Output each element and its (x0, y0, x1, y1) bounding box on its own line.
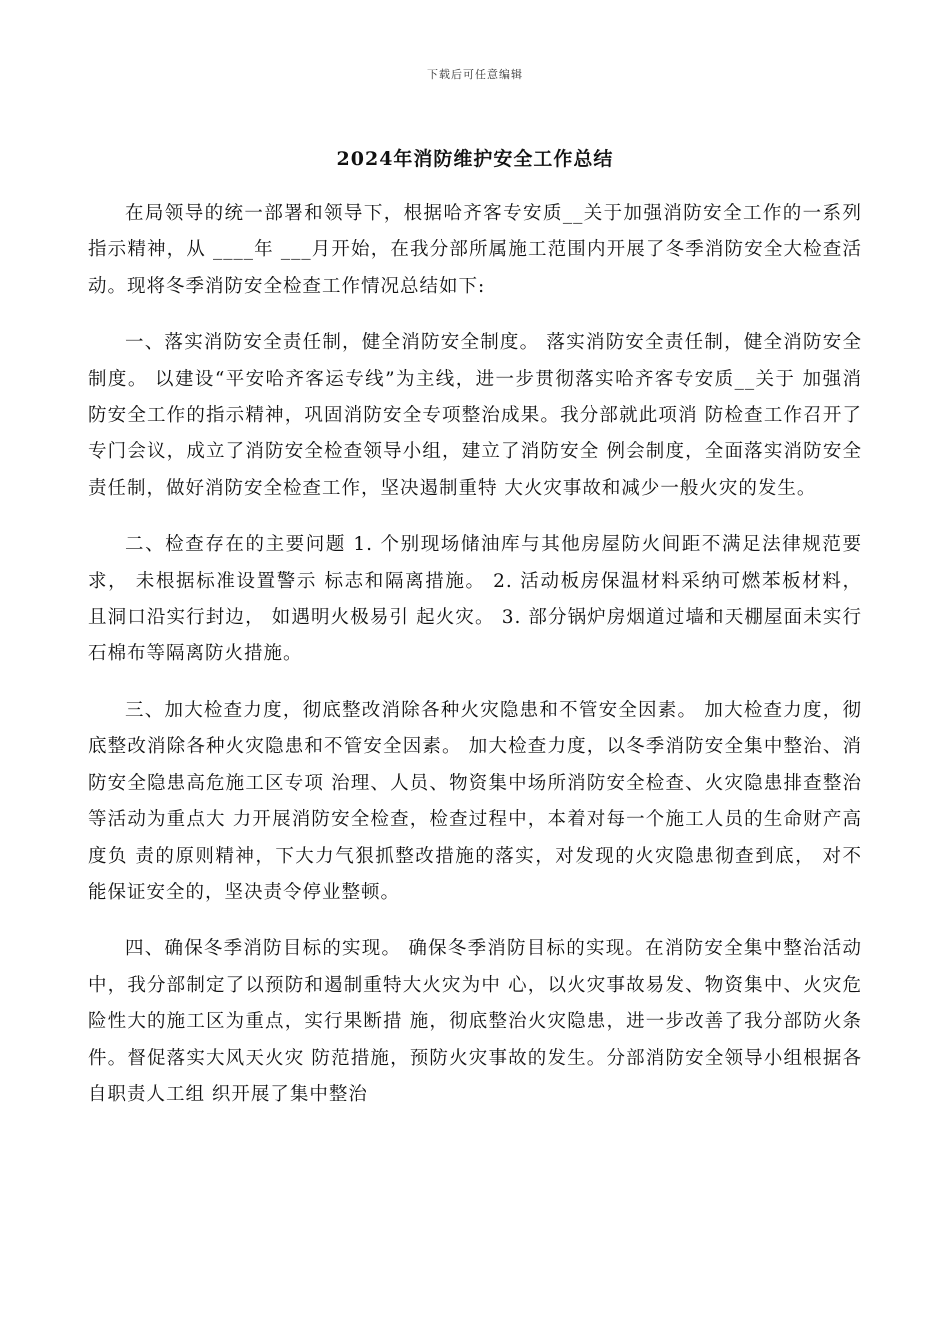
document-title: 2024年消防维护安全工作总结 (336, 148, 614, 170)
paragraph-section-4: 四、确保冬季消防目标的实现。 确保冬季消防目标的实现。在消防安全集中整治活动中，我分部制定了以预防和遏制重特大火灾为中 心，以火灾事故易发、物资集中、火灾危险性大的施工区为重点，实行果断措 施，彻底整治火灾隐患，进一步改善了我分部防火条件。督促落实大风天火灾 防范措施，预防火灾事故的发生。分部消防安全领导小组根据各自职责人工组 织开展了集中整治 (88, 938, 862, 1105)
paragraph-section-1: 一、落实消防安全责任制，健全消防安全制度。 落实消防安全责任制，健全消防安全制度。 以建设“平安哈齐客运专线”为主线，进一步贯彻落实哈齐客专安质__关于 加强消防安全工作的指示精神，巩固消防安全专项整治成果。我分部就此项消 防检查工作召开了专门会议，成立了消防安全检查领导小组，建立了消防安全 例会制度，全面落实消防安全责任制，做好消防安全检查工作，坚决遏制重特 大火灾事故和减少一般火灾的发生。 (88, 332, 862, 499)
document-body (88, 196, 862, 1133)
paragraph-intro: 在局领导的统一部署和领导下，根据哈齐客专安质__关于加强消防安全工作的一系列指示精神，从 ____年 ___月开始，在我分部所属施工范围内开展了冬季消防安全大检查活动。现将冬季消防安全检查工作情况总结如下: (88, 203, 862, 297)
header-note: 下载后可任意编辑 (427, 68, 523, 81)
paragraph-section-3: 三、加大检查力度，彻底整改消除各种火灾隐患和不管安全因素。 加大检查力度，彻底整改消除各种火灾隐患和不管安全因素。 加大检查力度，以冬季消防安全集中整治、消防安全隐患高危施工区专项 治理、人员、物资集中场所消防安全检查、火灾隐患排查整治等活动为重点大 力开展消防安全检查，检查过程中，本着对每一个施工人员的生命财产高度负 责的原则精神，下大力气狠抓整改措施的落实，对发现的火灾隐患彻查到底， 对不能保证安全的，坚决责令停业整顿。 (88, 699, 862, 903)
paragraph-section-2: 二、检查存在的主要问题 1. 个别现场储油库与其他房屋防火间距不满足法律规范要求， 未根据标准设置警示 标志和隔离措施。 2. 活动板房保温材料采纳可燃苯板材料， 且洞口沿实行封边， 如遇明火极易引 起火灾。 3. 部分锅炉房烟道过墙和天棚屋面未实行石棉布等隔离防火措施。 (88, 534, 862, 665)
